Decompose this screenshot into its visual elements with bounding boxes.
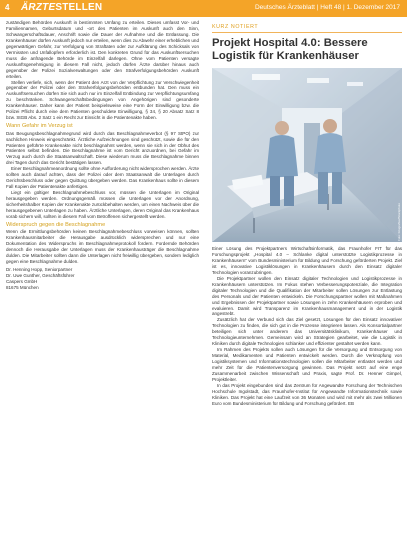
left-column xyxy=(6,20,199,291)
section-kicker: KURZ NOTIERT xyxy=(212,24,259,30)
author-line: Caspers GmbH xyxy=(6,278,38,284)
body-paragraph-text: In das Projekt eingebunden sind das Zentrum für Angewandte Forschung der Technischen Hochschule Ingolstadt, das Fraunhofer-Institut für Angewandte Informationstechnik sowie Kliniken. Das Projekt hat eine Laufzeit von 36 Monaten und wird mit mehr als zwei Millionen Euro vom Bundesministerium für Bildung und Forschung gefördert. xyxy=(212,382,402,406)
body-paragraph: Im Rahmen des Projekts sollen auch Lösungen für die Versorgung und Entsorgung von Material, Medikamenten und Patienten entwickelt werden. Durch die Verknüpfung von Logistiksystemen und Informationstechnologien sollen die Mitarbeiter entlastet werden und mehr Zeit für die Patientenversorgung gewinnen. Das Projekt setzt auf eine enge Zusammenarbeit zwischen Wissenschaft und Praxis, sagte Prof. Dr. Henner Gimpel, Projektleiter. xyxy=(212,347,402,382)
author-initials: EB xyxy=(347,400,355,406)
right-column xyxy=(212,246,402,407)
body-paragraph: Die Projektpartner wollen den Einsatz digitaler Technologien und Logistikprozesse in Krankenhäusern unterstützen. Im Fokus stehen Verbesserungspotenziale, die Integration digitaler Technologien und die Qualifikation der Mitarbeiter sollen Lösungen zur Entlastung des Personals und der Patienten entwickeln. Die Forschungspartner wollen mit Maßnahmen und Ergebnissen der Projektpartner sowie Lösungen in zehn Krankenhäusern erproben und evaluieren. Damit wird Transparenz im Krankenhausmanagement und in der Logistik angestrebt. xyxy=(212,275,402,317)
author-line: Dr. Uwe Gunther, Geschäftsführer xyxy=(6,272,75,278)
body-paragraph: Zusätzlich hat der Verbund sich das Ziel gesetzt, Lösungen für den Einsatz innovativer Technologien zu finden, die sich gut in die Prozesse integrieren lassen. Als Konsortialpartner beteiligen sich unter anderem das Universitätsklinikum, Krankenhäuser und Technologieunternehmen. Gemeinsam wird an Strategien gearbeitet, wie die Logistik in Kliniken durch digitale Technologien schlanker und effizienter gestaltet werden kann. xyxy=(212,317,402,347)
author-block xyxy=(6,267,199,291)
section-heading: Wann Gefahr im Verzug ist xyxy=(6,123,73,130)
header-bar xyxy=(0,0,407,17)
brand-logo xyxy=(21,2,102,13)
body-paragraph: Das Beugungsbeschlagnahmegrund wird durch das Beschlagnahmeverbot (§ 97 StPO) zur sachlichen Hinweis eingeschränkt. Ärztliche Aufzeichnungen sind geschützt, sowie die für den Patienten geführte Krankenakte nicht beschlagnahmt werden, wenn sie sich in der Obhut des Patienten selbst befinden. Die Beschlagnahme ist vom Gericht anzuordnen, bei Gefahr im Verzug auch durch die Staatsanwaltschaft. Diese wiederum muss die Beschlagnahme binnen drei Tagen durch das Gericht bestätigen lassen. xyxy=(6,130,199,166)
author-line: Dr. Henning Hopp, Seniorpartner xyxy=(6,267,73,273)
page-number: 4 xyxy=(5,3,10,12)
hospital-photo xyxy=(212,68,402,242)
kicker-divider xyxy=(212,32,402,33)
body-paragraph: Wenn die Ermittlungsbehörden keinen Beschlagnahmebeschluss vorweisen können, sollten Krankenhausmitarbeiter die Herausgabe ausdrücklich widersprechen und nur eine Dokumentation des Widerspruchs im Beschlagnahmeprotokoll fordern. Fordernde Behörden dennoch die Herausgabe der Unterlagen muss der Krankenhausträger die Beschlagnahme dulden. Die Mitarbeiter sollten dann die Unterlagen nicht freiwillig übergeben, sondern lediglich gegen eine Beschlagnahme dulden. xyxy=(6,229,199,265)
body-paragraph xyxy=(212,383,402,407)
body-paragraph: Einer Lösung des Projektpartners Wirtschaftsinformatik, das Fraunhofer FIT für das Forschungsprojekt „Hospital 4.0 – Schlanke digital unterstützte Logistikprozesse in Krankenhäusern“ vom Bundesministerium für Bildung und Forschung geförderten Projekt. Ziel ist es, innovative Logistiklösungen in Krankenhäusern durch den Einsatz digitaler Technologien voranzubringen. xyxy=(212,246,402,275)
photo-credit: Foto: fotografixx/iStockphoto xyxy=(397,202,401,241)
issue-info: Deutsches Ärzteblatt | Heft 48 | 1. Dezember 2017 xyxy=(254,4,400,11)
hospital-corridor-image xyxy=(212,68,402,242)
body-paragraph: Einer Beschlagnahmeanordnung sollte ohne Aufforderung nicht widersprochen werden. Ärzte sollten auch darauf achten, dass der Polizei oder dem Staatsanwalt die Unterlagen durch Gerichtsbeschluss oder gegen Quittung übergeben werden. Das Krankenhaus sollte in diesem Fall Kopien der Patientenakte anfertigen. xyxy=(6,166,199,190)
article-headline: Projekt Hospital 4.0: Bessere Logistik für Krankenhäuser xyxy=(212,37,368,62)
author-line: 81675 München xyxy=(6,284,39,290)
body-paragraph: Liegt ein gültiger Beschlagnahmebeschluss vor, müssen die Unterlagen im Original herausgegeben werden. Ordnungsgemäß müssen die Unterlagen vor der Anordnung, sicherheitshalber Kopien der Krankenakte zurückbehalten werden, um einen Nachweis über die herausgegebenen Unterlagen zu haben. Ärztliche Unterlagen, deren Original das Krankenhaus vorab sichern will, sollten in diesem Fall vom Betroffenen sichergestellt werden. xyxy=(6,190,199,219)
brand-logo-part2: STELLEN xyxy=(55,2,103,13)
section-heading: Widerspruch gegen die Beschlagnahme xyxy=(6,221,106,228)
body-paragraph: Stellen verliefe, sich, wenn der Patient den Arzt von der Verpflichtung zur Verschwiegenheit gegenüber der Polizei oder den Strafverfolgungsbehörden entbunden hat. Den muss ein Auskunftsersuchen dürfen Sie sich auch nur im Einzelfall Entbindung zur Verpflichtungsumfang zu beschränken. Schwangerschaftsbedingungen von Angehörigen sind gesonderte Krankenhäuser. Daher kann der Patient beispielsweise eine Form der Einwilligung bzw. die Polizei Pflicht durch eine dem Patienten geschuldete Einwilligung, § 34, § 20 Absatz Satz 8 bzw. StGB Abs. 2 Satz 1 ein Recht zur Einsicht in die Patientenakte haben. xyxy=(6,79,199,121)
brand-logo-part1: ÄRZTE xyxy=(21,2,56,13)
body-paragraph: zuständigen Behörden Auskunft in bestimmten Umfang zu erteilen. Dieses umfasst Vor- und Familiennamen, Geburtsdatum und -ort des Patienten im Auskunft auch den Sinn, Schwangerschaftsdauer, Anschrift sowie die Dauer der Aufnahme und die Entlassung. Die Krankenhäuser dürfen Auskunft jedoch nur erteilen, wenn dies zu Abwehr einer erheblichen und gegenwärtigen Gefahr, zur Verfolgung von Straftaten oder zur Aufklärung des Schicksals von Vermissten und Unfallopfern erforderlich ist. Den konkreten Grund für das Auskunftsersuchen muss die anfragende Behörde im Einzelfall darlegen. Ohne vom Patienten versagte Auskunftsgenehmigung in diesem Fall nicht, jedoch dürfen Ärzte darüber hinaus auch gegenüber der Polizei Sozialverwaltungen oder den Strafverfolgungsbehörden Auskunft erteilen. xyxy=(6,20,199,79)
